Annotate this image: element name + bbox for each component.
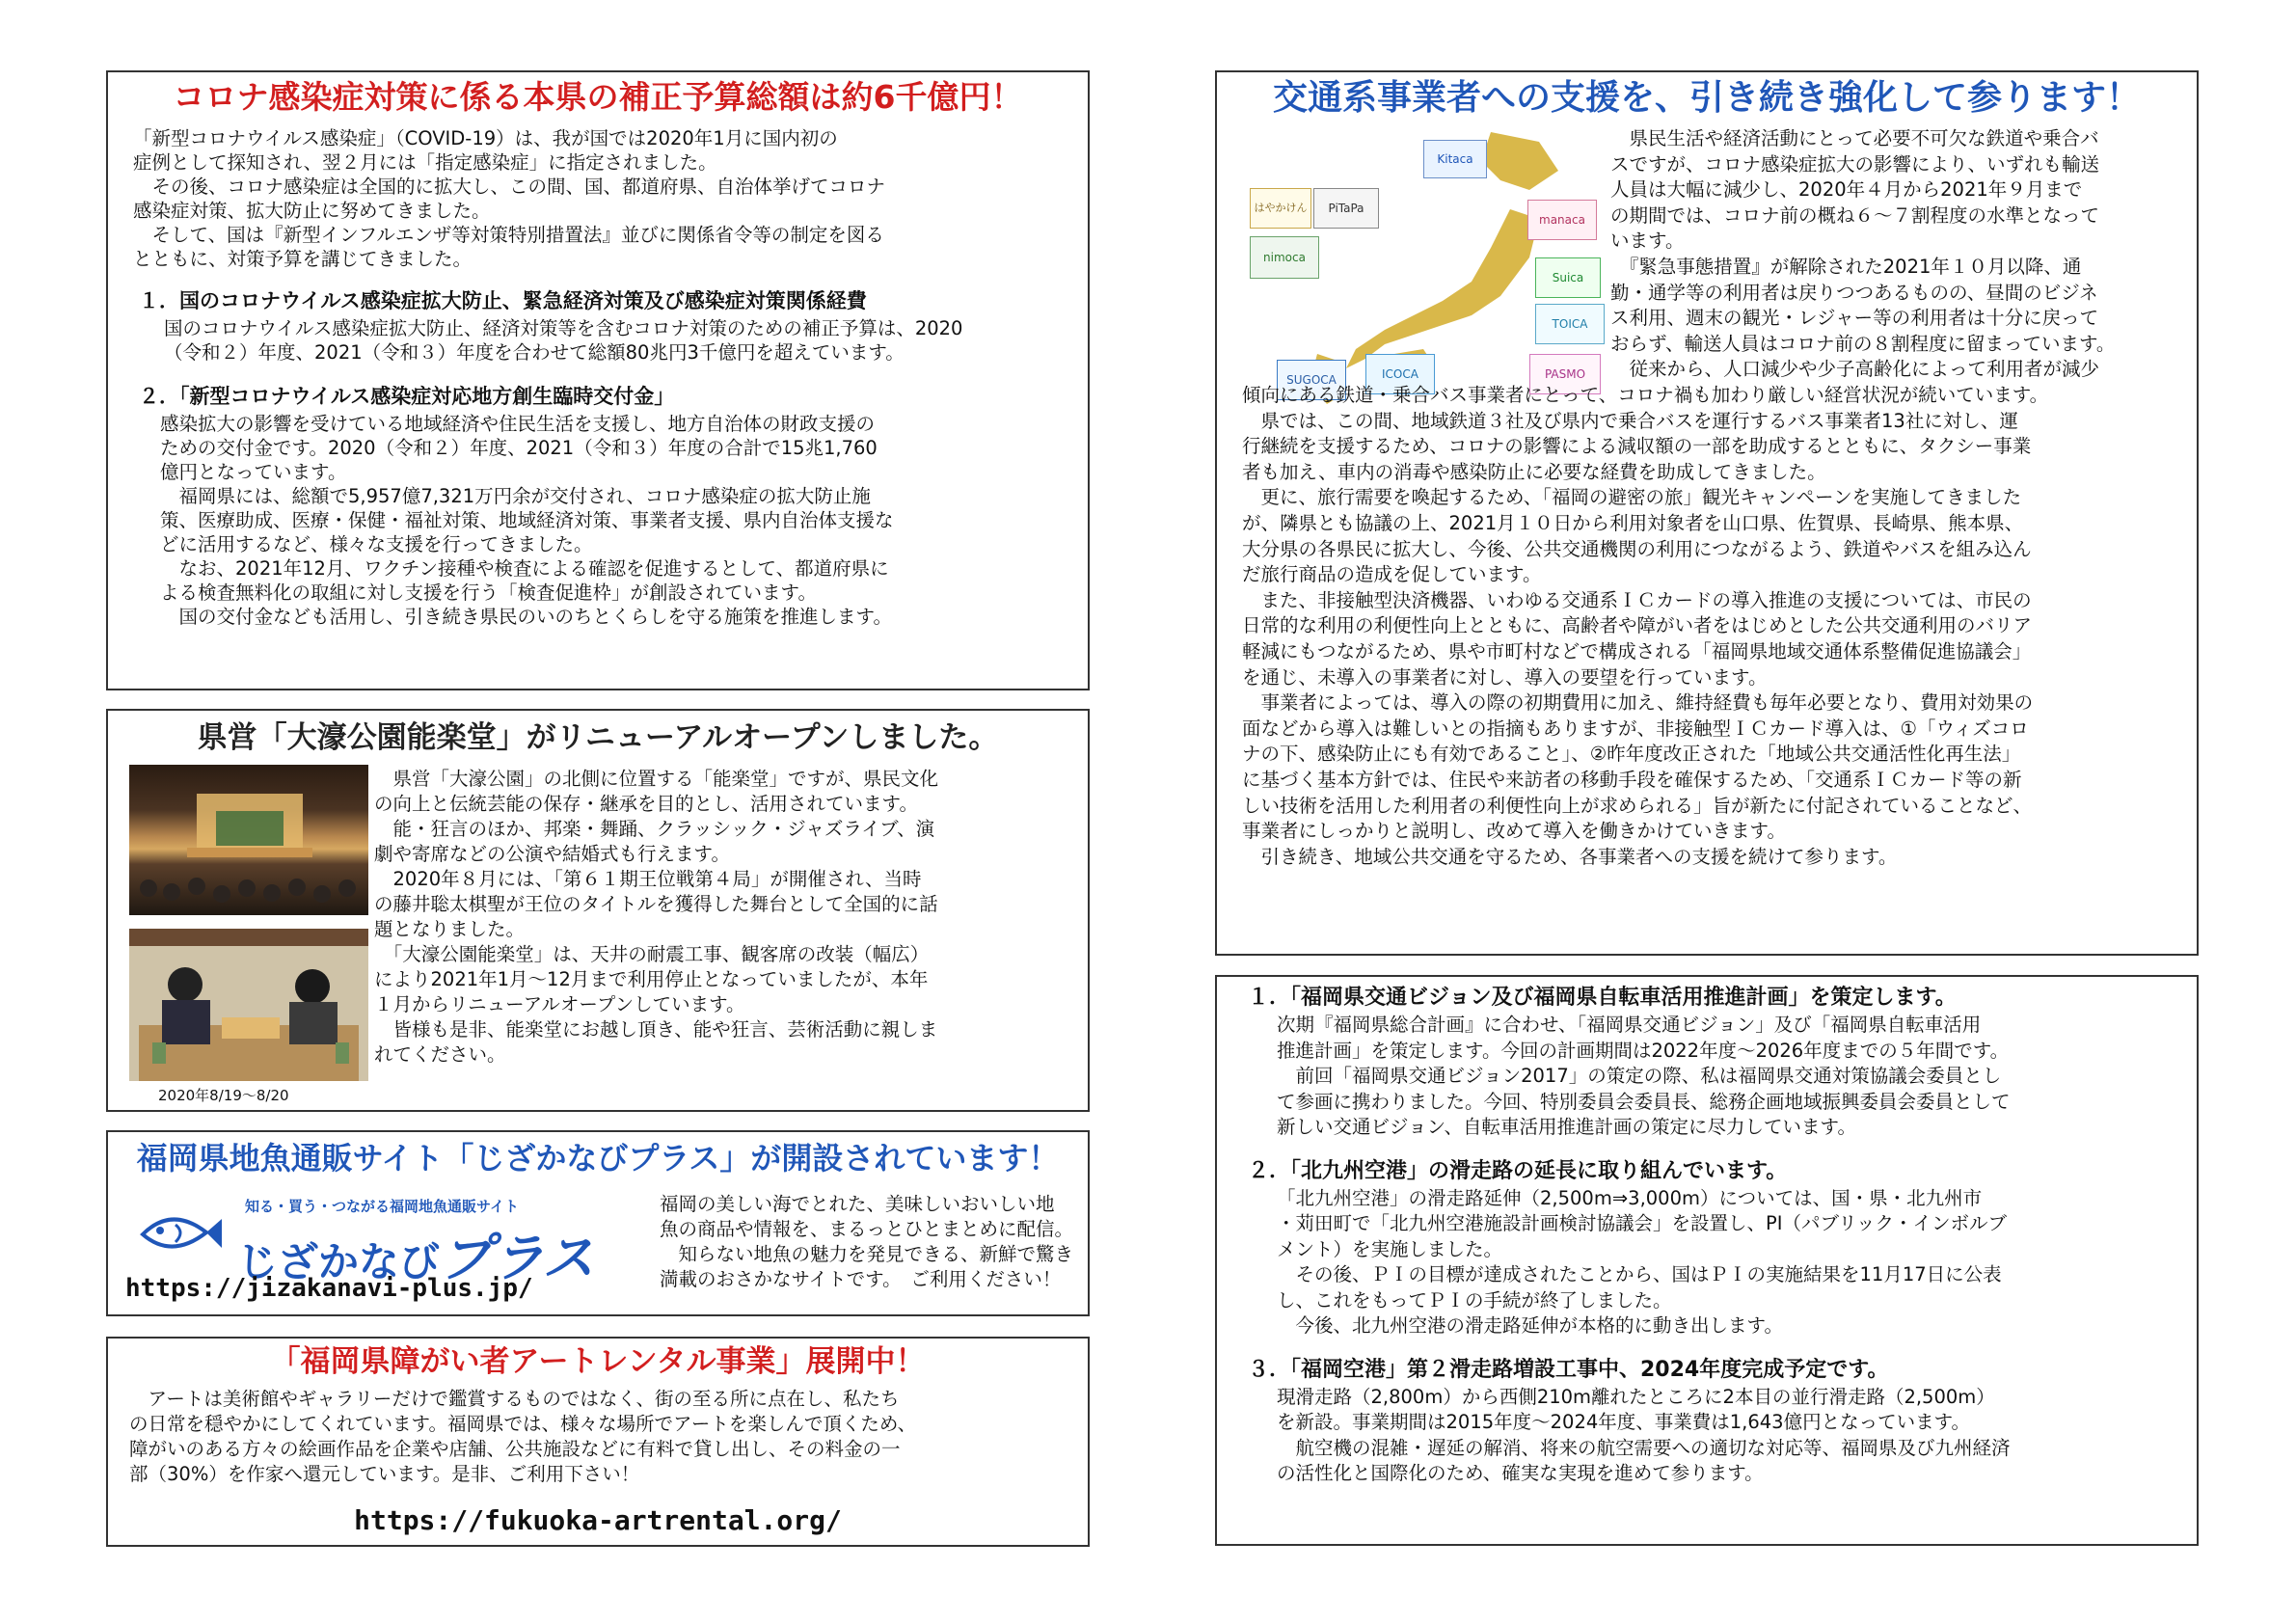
ic-card-suica: Suica: [1535, 257, 1601, 298]
transport-plan-title: １．「福岡県交通ビジョン及び福岡県自転車活用推進計画」を策定します。: [1248, 986, 1957, 1010]
covid-budget-title: コロナ感染症対策に係る本県の補正予算総額は約6千億円！: [173, 78, 1023, 116]
covid-section-1-title: １．国のコロナウイルス感染症拡大防止、緊急経済対策及び感染症対策関係経費: [139, 289, 867, 312]
shogi-illustration: [129, 929, 368, 1081]
ic-card-kitaca: Kitaca: [1423, 140, 1487, 178]
shogi-match-photo: [129, 929, 368, 1081]
transport-projects-article: [1215, 975, 2199, 1546]
kitakyushu-airport-body: 「北九州空港」の滑走路延伸（2,500m⇒3,000m）については、国・県・北九州市 ・苅田町で「北九州空港施設計画検討協議会」を設置し、PI（パブリック・インボルブ メント）を実施しました。 その後、ＰＩの目標が達成されたことから、国はＰＩの実施結果を11月17日に公表 し、これをもってＰＩの手続が終了しました。 今後、北九州空港の滑走路延伸が本格的に動き出します。: [1277, 1186, 2007, 1337]
ic-card-map: [1250, 122, 1607, 412]
art-rental-url[interactable]: https://fukuoka-artrental.org/: [354, 1504, 842, 1536]
jizakanavi-logo-plus: プラス: [440, 1228, 595, 1288]
kitakyushu-airport-title: ２．「北九州空港」の滑走路の延長に取り組んでいます。: [1248, 1158, 1788, 1183]
nohgakudo-article: [106, 709, 1090, 1112]
fukuoka-airport-title: ３．「福岡空港」第２滑走路増設工事中、2024年度完成予定です。: [1248, 1357, 1889, 1382]
covid-section-2-body: 感染拡大の影響を受けている地域経済や住民生活を支援し、地方自治体の財政支援の ための交付金です。2020（令和２）年度、2021（令和３）年度の合計で15兆1,760 億円となっています。 福岡県には、総額で5,957億7,321万円余が交付され、コロナ感染症の拡大防止施 策、医療助成、医療・保健・福祉対策、地域経済対策、事業者支援、県内自治体支援な どに活用するなど、様々な支援を行ってきました。 なお、2021年12月、ワクチン接種や検査による確認を促進するとして、都道府県に よる検査無料化の取組に対し支援を行う「検査促進枠」が創設されています。 国の交付金なども活用し、引き続き県民のいのちとくらしを守る施策を推進します。: [160, 413, 894, 628]
jizakanavi-title: 福岡県地魚通販サイト「じざかなびプラス」が開設されています！: [136, 1140, 1060, 1177]
ic-card-sugoca: SUGOCA: [1277, 360, 1346, 400]
ic-card-toica: TOICA: [1535, 304, 1605, 344]
jizakanavi-url[interactable]: https://jizakanavi-plus.jp/: [125, 1274, 533, 1303]
ic-card-hayakaken: はやかけん: [1250, 188, 1311, 229]
transport-body-full: 傾向にある鉄道・乗合バス事業者にとって、コロナ禍も加わり厳しい経営状況が続いています。 県では、この間、地域鉄道３社及び県内で乗合バスを運行するバス事業者13社に対し、運 行継続を支援するため、コロナの影響による減収額の一部を助成するとともに、タクシー事業 者も加え、車内の消毒や感染防止に必要な経費を助成してきました。 更に、旅行需要を喚起するため、「福岡の避密の旅」観光キャンペーンを実施してきました が、隣県とも協議の上、2021月１０日から利用対象者を山口県、佐賀県、長崎県、熊本県、 大分県の各県民に拡大し、今後、公共交通機関の利用につながるよう、鉄道やバスを組み込ん だ旅行商品の造成を促しています。 また、非接触型決済機器、いわゆる交通系ＩＣカードの導入推進の支援については、市民の 日常的な利用の利便性向上とともに、高齢者や障がい者をはじめとした公共交通利用のバリア 軽減にもつながるため、県や市町村などで構成される「福岡県地域交通体系整備促進協議会」 を通じ、未導入の事業者に対し、導入の要望を行っています。 事業者によっては、導入の際の初期費用に加え、維持経費も毎年必要となり、費用対効果の 面などから導入は難しいとの指摘もありますが、非接触型ＩＣカード導入は、①「ウィズコロ ナの下、感染防止にも有効であること」、②昨年度改正された「地域公共交通活性化再生法」 に基づく基本方針では、住民や来訪者の移動手段を確保するため、「交通系ＩＣカード等の新 しい技術を活用した利用者の利便性向上が求められる」旨が新たに付記されていることなど、 事業者にしっかりと説明し、改めて導入を働きかけていきます。 引き続き、地域公共交通を守るため、各事業者への支援を続けて参ります。: [1242, 384, 2049, 868]
nohgakudo-stage-photo: [129, 765, 368, 915]
ic-card-nimoca: nimoca: [1250, 236, 1319, 279]
jizakanavi-body: 福岡の美しい海でとれた、美味しいおいしい地 魚の商品や情報を、まるっとひとまとめに配信。 知らない地魚の魅力を発見できる、新鮮で驚き 満載のおさかなサイトです。 ご利用ください！: [660, 1193, 1074, 1290]
art-rental-title: 「福岡県障がい者アートレンタル事業」展開中！: [270, 1344, 926, 1379]
art-rental-article: [106, 1337, 1090, 1547]
transport-body-top: 県民生活や経済活動にとって必要不可欠な鉄道や乗合バ スですが、コロナ感染症拡大の影響により、いずれも輸送 人員は大幅に減少し、2020年４月から2021年９月まで の期間では、コロナ前の概ね６～７割程度の水準となって います。 『緊急事態措置』が解除された2021年１０月以降、通 勤・通学等の利用者は戻りつつあるものの、昼間のビジネ ス利用、週末の観光・レジャー等の利用者は十分に戻って おらず、輸送人員はコロナ前の８割程度に留まっています。 従来から、人口減少や少子高齢化によって利用者が減少: [1610, 127, 2116, 381]
ic-card-manaca: manaca: [1527, 200, 1597, 240]
ic-card-pasmo: PASMO: [1529, 354, 1601, 394]
stage-illustration: [129, 765, 368, 915]
jizakanavi-logo-text: じざかなび: [237, 1238, 441, 1285]
covid-section-1-body: 国のコロナウイルス感染症拡大防止、経済対策等を含むコロナ対策のための補正予算は、2020 （令和２）年度、2021（令和３）年度を合わせて総額80兆円3千億円を超えています。: [164, 317, 963, 364]
ic-card-icoca: ICOCA: [1365, 354, 1435, 394]
transport-plan-body: 次期『福岡県総合計画』に合わせ、「福岡県交通ビジョン」及び「福岡県自転車活用 推進計画」を策定します。今回の計画期間は2022年度～2026年度までの５年間です。 前回「福岡県交通ビジョン2017」の策定の際、私は福岡県交通対策協議会委員とし て参画に携わりました。今回、特別委員会委員長、総務企画地域振興委員会委員として 新しい交通ビジョン、自転車活用推進計画の策定に尽力しています。: [1277, 1014, 2011, 1138]
ic-card-pitapa: PiTaPa: [1313, 188, 1379, 229]
shogi-photo-caption: 2020年8/19～8/20: [158, 1087, 289, 1104]
jizakanavi-logo: [123, 1192, 644, 1288]
art-rental-body: アートは美術館やギャラリーだけで鑑賞するものではなく、街の至る所に点在し、私たち の日常を穏やかにしてくれています。福岡県では、様々な場所でアートを楽しんで頂くため、 障がいのある方々の絵画作品を企業や店舗、公共施設などに有料で貸し出し、その料金の一 部（30%）を作家へ還元しています。是非、ご利用下さい！: [129, 1388, 917, 1485]
nohgakudo-body: 県営「大濠公園」の北側に位置する「能楽堂」ですが、県民文化 の向上と伝統芸能の保存・継承を目的とし、活用されています。 能・狂言のほか、邦楽・舞踊、クラッシック・ジャズライブ、演 劇や寄席などの公演や結婚式も行えます。 2020年８月には、「第６１期王位戦第４局」が開催され、当時 の藤井聡太棋聖が王位のタイトルを獲得した舞台として全国的に話 題となりました。 「大濠公園能楽堂」は、天井の耐震工事、観客席の改装（幅広） により2021年1月～12月まで利用停止となっていましたが、本年 １月からリニューアルオープンしています。 皆様も是非、能楽堂にお越し頂き、能や狂言、芸術活動に親しま れてください。: [374, 768, 939, 1066]
fish-icon: [133, 1198, 226, 1265]
covid-budget-article: [106, 70, 1090, 690]
covid-budget-intro: 「新型コロナウイルス感染症」（COVID-19）は、我が国では2020年1月に国内初の 症例として探知され、翌２月には「指定感染症」に指定されました。 その後、コロナ感染症は全国的に拡大し、この間、国、都道府県、自治体挙げてコロナ 感染症対策、拡大防止に努めてきました。 そして、国は『新型インフルエンザ等対策特別措置法』並びに関係省令等の制定を図る とともに、対策予算を講じてきました。: [133, 127, 886, 270]
jizakanavi-logo-tagline: 知る・買う・つながる福岡地魚通販サイト: [245, 1198, 519, 1215]
nohgakudo-title: 県営「大濠公園能楽堂」がリニューアルオープンしました。: [197, 720, 999, 755]
transport-support-article: [1215, 70, 2199, 956]
jizakanavi-article: [106, 1130, 1090, 1316]
fukuoka-airport-body: 現滑走路（2,800m）から西側210m離れたところに2本目の並行滑走路（2,500m） を新設。事業期間は2015年度～2024年度、事業費は1,643億円となっています。 航空機の混雑・遅延の解消、将来の航空需要への適切な対応等、福岡県及び九州経済 の活性化と国際化のため、確実な実現を進めて参ります。: [1277, 1385, 2011, 1484]
transport-support-title: 交通系事業者への支援を、引き続き強化して参ります！: [1272, 78, 2141, 118]
covid-section-2-title: ２．「新型コロナウイルス感染症対応地方創生臨時交付金」: [139, 385, 675, 408]
